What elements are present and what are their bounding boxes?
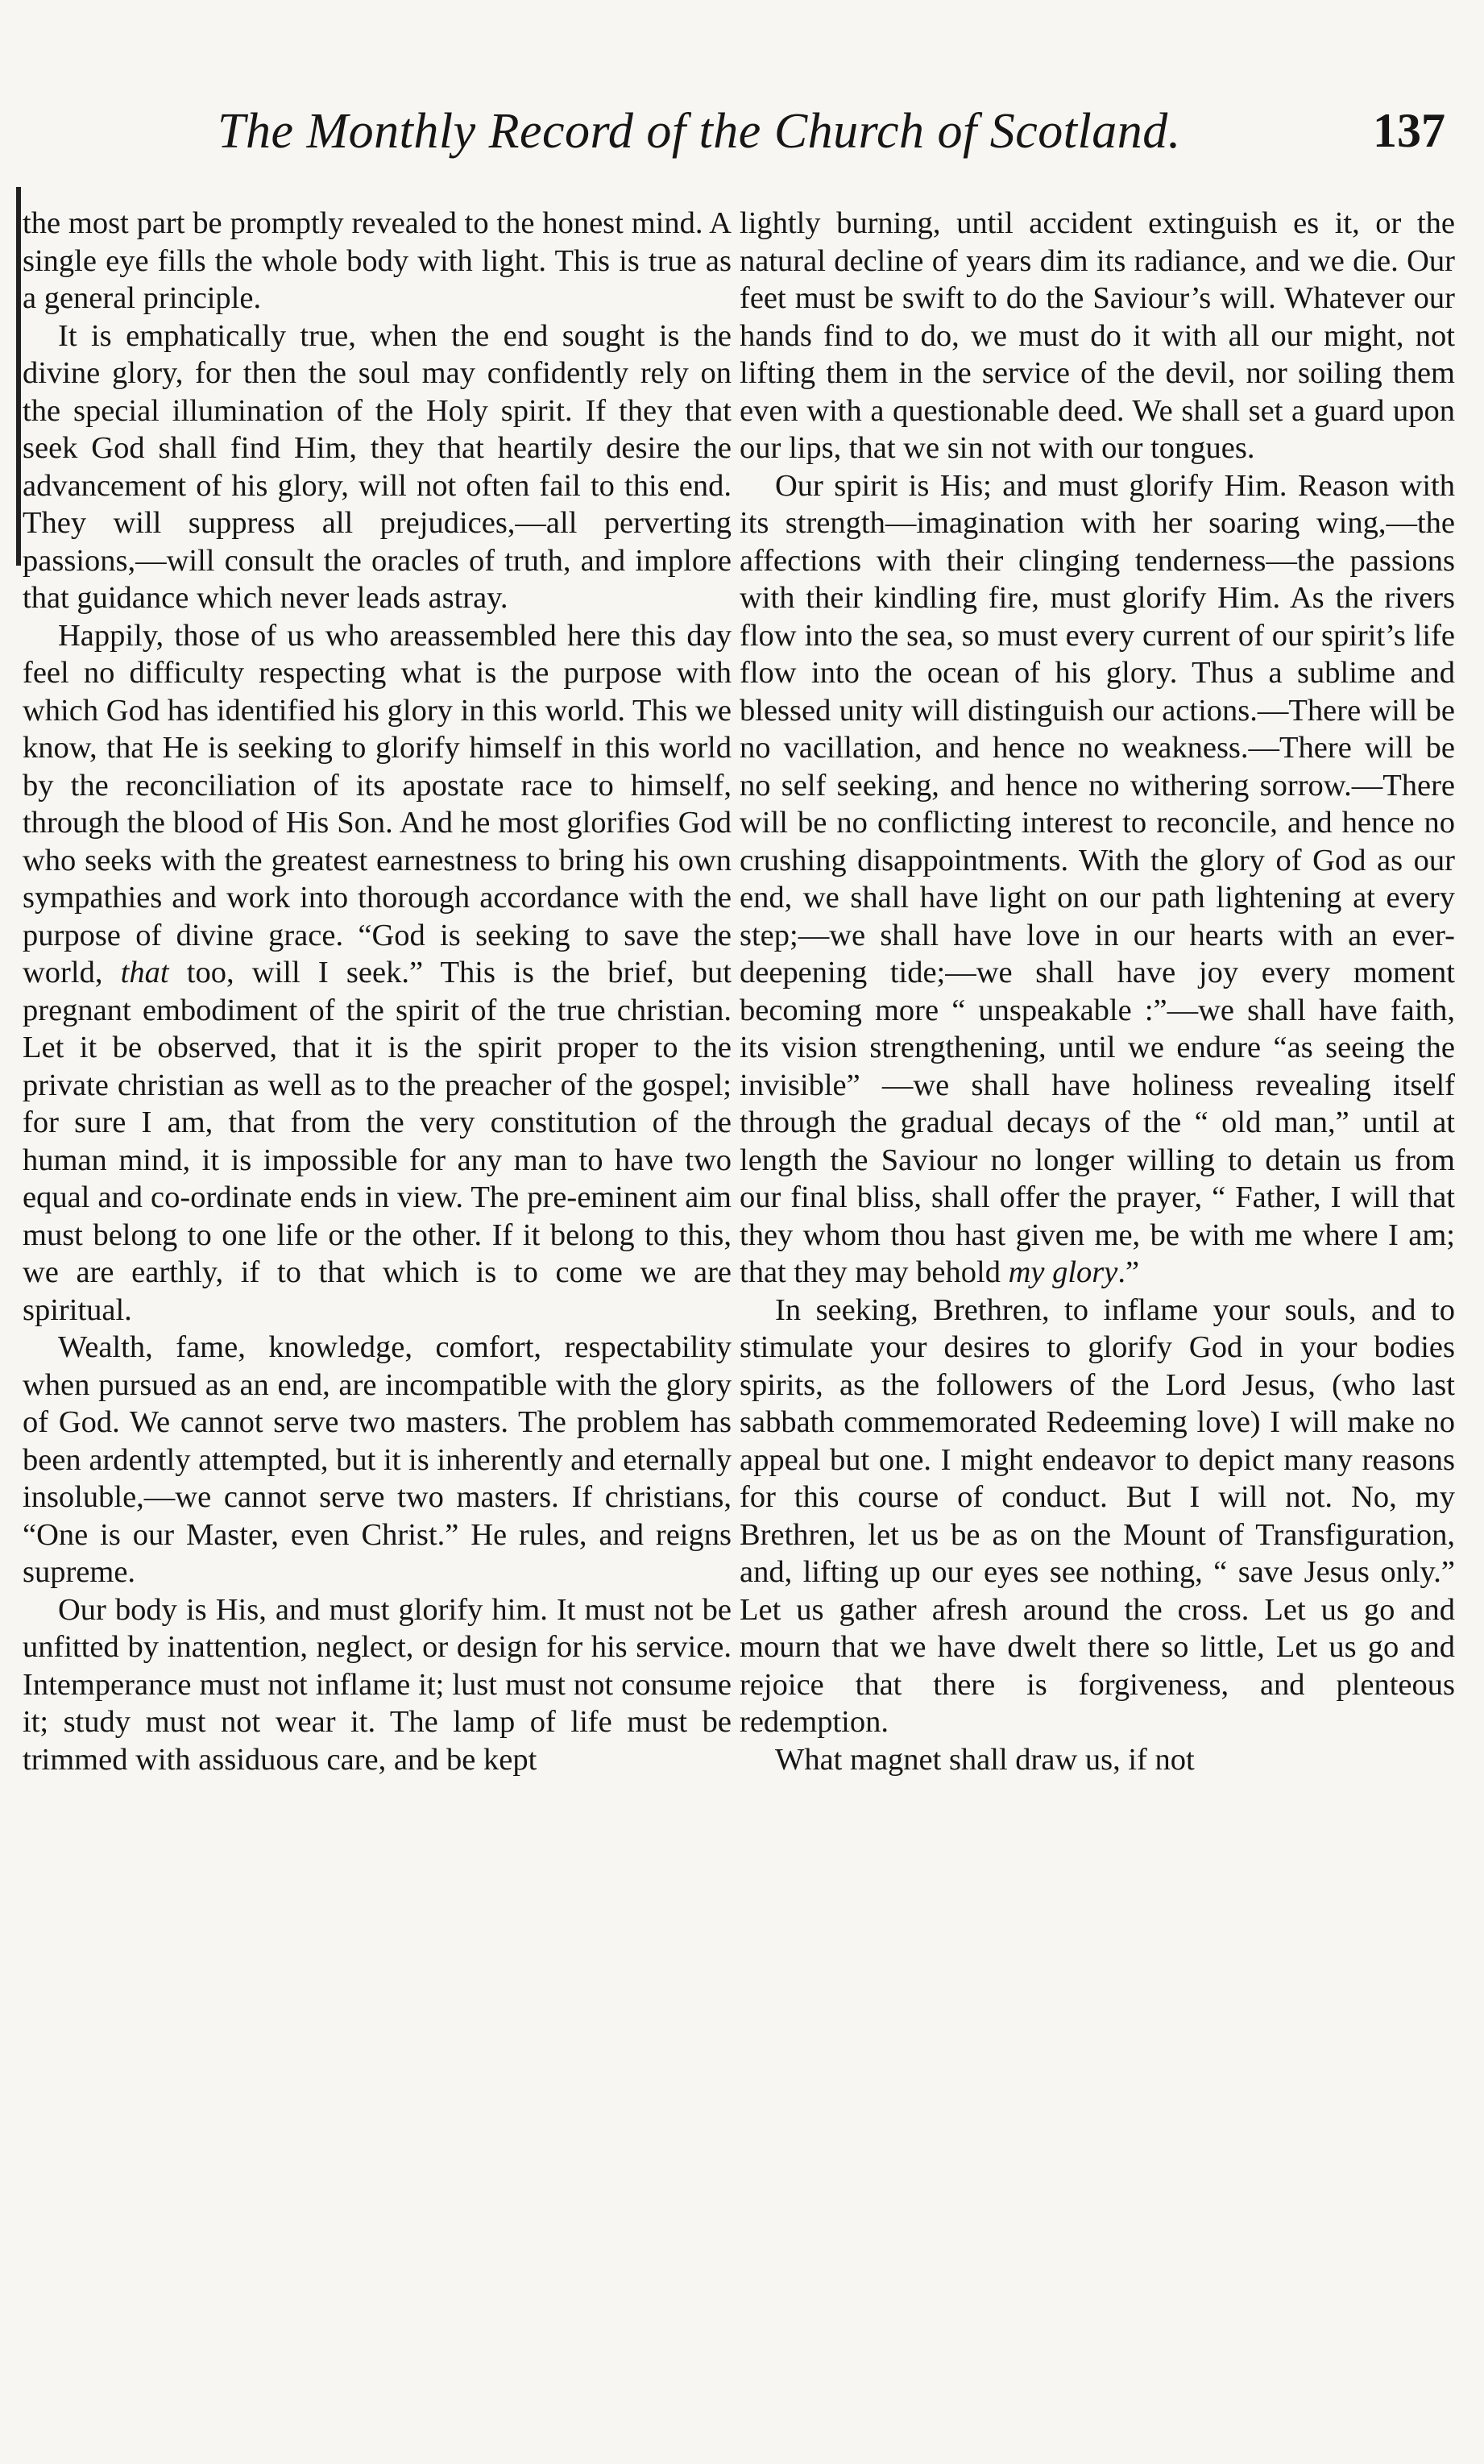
paragraph: the most part be promptly revealed to the honest mind. A single eye fills the whole body with light. This is true as a general principle.	[23, 206, 732, 315]
page-number: 137	[1373, 104, 1445, 157]
paragraph-text: Our spirit is His; and must glorify Him. Reason with its strength—imagination with her soaring wing,—the affections with their clinging tenderness—the passions with their kindling fire, must glorify Him. As the rivers flow into the sea, so must every current of our spirit’s life flow into the ocean of his glory. Thus a sublime and blessed unity will distinguish our actions.—There will be no vacillation, and hence no weakness.—There will be no self seeking, and hence no withering sorrow.—There will be no conflicting interest to reconcile, and hence no crushing disappointments. With the glory of God as our end, we shall have light on our path lightening at every step;—we shall have love in our hearts with an ever-deepening tide;—we shall have joy every moment becoming more “ unspeakable :”—we shall have faith, its vision strengthening, until we endure “as seeing the invisible” —we shall have holiness revealing itself through the gradual decays of the “ old man,” until at length the Saviour no longer willing to detain us from our final bliss, shall offer the prayer, “ Father, I will that they whom thou hast given me, be with me where I am; that they may behold	[740, 468, 1455, 1289]
margin-rule	[16, 187, 21, 566]
paragraph	[23, 617, 732, 1329]
paragraph: In seeking, Brethren, to inflame your souls, and to stimulate your desires to glorify God in your bodies spirits, as the followers of the Lord Jesus, (who last sabbath commemorated Redeeming love) I will make no appeal but one. I might endeavor to depict many reasons for this course of conduct. But I will not. No, my Brethren, let us be as on the Mount of Transfiguration, and, lifting up our eyes see nothing, “ save Jesus only.” Let us gather afresh around the cross. Let us go and mourn that we have dwelt there so little, Let us go and rejoice that there is forgiveness, and plenteous redemption.	[740, 1292, 1455, 1739]
italic-emphasis: that	[120, 956, 169, 989]
page-header	[0, 103, 1484, 176]
paragraph-text: Happily, those of us who areassembled here this day feel no difficulty respecting what is the purpose with which God has identified his glory in this world. This we know, that He is seeking to glorify himself in this world by the reconciliation of its apostate race to himself, through the blood of His Son. And he most glorifies God who seeks with the greatest earnestness to bring his own sympathies and work into thorough accordance with the purpose of divine grace. “God is seeking to save the world,	[23, 618, 732, 989]
running-title: The Monthly Record of the Church of Scotland.	[218, 104, 1181, 159]
paragraph: lightly burning, until accident extinguish es it, or the natural decline of years dim its radiance, and we die. Our feet must be swift to do the Saviour’s will. Whatever our hands find to do, we must do it with all our might, not lifting them in the service of the devil, nor soiling them even with a questionable deed. We shall set a guard upon our lips, that we sin not with our tongues.	[740, 206, 1455, 465]
paragraph	[740, 467, 1455, 1292]
italic-emphasis: my glory	[1008, 1255, 1118, 1289]
paragraph-text: too, will I seek.” This is the brief, but pregnant embodiment of the spirit of the true christian. Let it be observed, that it is the spirit proper to the private christian as well as to the preacher of the gospel; for sure I am, that from the very constitution of the human mind, it is impossible for any man to have two equal and co-ordinate ends in view. The pre-eminent aim must belong to one life or the other. If it belong to this, we are earthly, if to that which is to come we are spiritual.	[23, 956, 732, 1327]
paragraph: Our body is His, and must glorify him. It must not be unfitted by inattention, neglect, or design for his service. Intemperance must not inflame it; lust must not consume it; study must not wear it. The lamp of life must be trimmed with assiduous care, and be kept	[23, 1592, 732, 1777]
closing-quote: .”	[1117, 1255, 1140, 1289]
paragraph: Wealth, fame, knowledge, comfort, respectability when pursued as an end, are incompatible with the glory of God. We cannot serve two masters. The problem has been ardently attempted, but it is inherently and eternally insoluble,—we cannot serve two masters. If christians, “One is our Master, even Christ.” He rules, and reigns supreme.	[23, 1330, 732, 1589]
right-column	[740, 205, 1455, 2437]
paragraph: What magnet shall draw us, if not	[775, 1742, 1195, 1777]
paragraph: It is emphatically true, when the end sought is the divine glory, for then the soul may confidently rely on the special illumination of the Holy spirit. If they that seek God shall find Him, they that heartily desire the advancement of his glory, will not often fail to this end. They will suppress all prejudices,—all perverting passions,—will consult the oracles of truth, and implore that guidance which never leads astray.	[23, 318, 732, 615]
left-column	[23, 205, 732, 2437]
